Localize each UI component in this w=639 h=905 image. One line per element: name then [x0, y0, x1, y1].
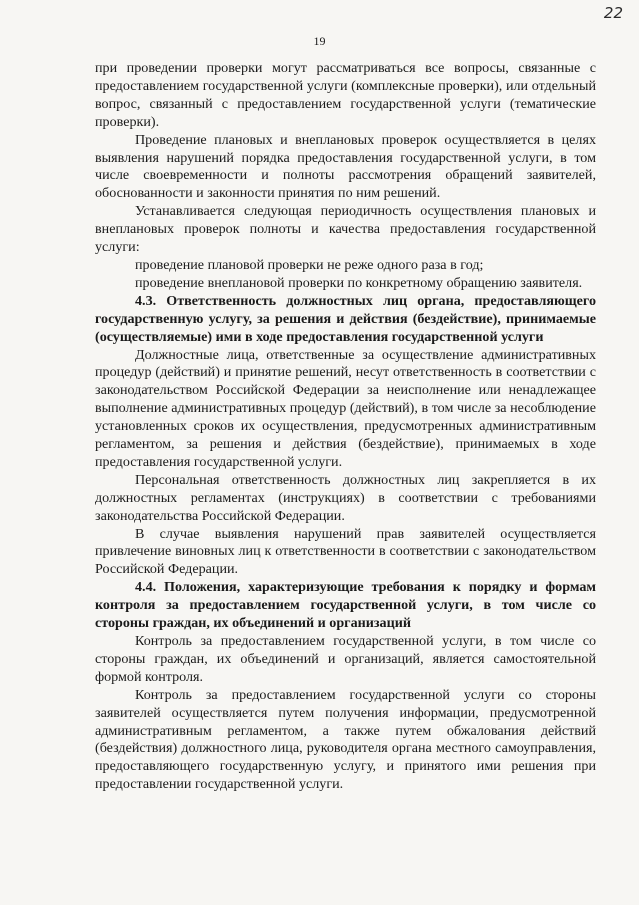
paragraph-inspection-purpose: Проведение плановых и внеплановых проверок осуществляется в целях выявления нарушений порядка предоставления государственной услуги, в том числе своевременности и полноты рассмотрения обращений заявителей, обоснованности и законности принятия по ним решений. [95, 131, 596, 202]
section-heading-4-3: 4.3. Ответственность должностных лиц органа, предоставляющего государственную услугу, за решения и действия (бездействие), принимаемые (осуществляемые) ими в ходе предоставления государственной услуги [95, 292, 596, 345]
document-body [95, 60, 596, 794]
paragraph-citizen-control: Контроль за предоставлением государственной услуги, в том числе со стороны граждан, их объединений и организаций, является самостоятельной формой контроля. [95, 633, 596, 685]
page-number: 19 [313, 34, 326, 48]
paragraph-unplanned-inspection: проведение внеплановой проверки по конкретному обращению заявителя. [135, 274, 583, 291]
paragraph-periodicity: Устанавливается следующая периодичность осуществления плановых и внеплановых проверок полноты и качества предоставления государственной услуги: [95, 203, 596, 256]
section-heading-4-4: 4.4. Положения, характеризующие требования к порядку и формам контроля за предоставлением государственной услуги, в том числе со стороны граждан, их объединений и организаций [95, 579, 596, 632]
handwritten-page-number: 22 [603, 4, 623, 22]
paragraph-inspection-questions: при проведении проверки могут рассматриваться все вопросы, связанные с предоставлением государственной услуги (комплексные проверки), или отдельный вопрос, связанный с предоставлением государственной услуги (тематические проверки). [95, 60, 596, 130]
paragraph-violations: В случае выявления нарушений прав заявителей осуществляется привлечение виновных лиц к ответственности в соответствии с законодательством Российской Федерации. [95, 525, 596, 578]
paragraph-planned-inspection: проведение плановой проверки не реже одного раза в год; [135, 256, 484, 273]
paragraph-personal-responsibility: Персональная ответственность должностных лиц закрепляется в их должностных регламентах (инструкциях) в соответствии с требованиями законодательства Российской Федерации. [95, 471, 596, 524]
paragraph-applicant-control: Контроль за предоставлением государственной услуги со стороны заявителей осуществляется путем получения информации, предусмотренной административным регламентом, а также путем обжалования действий (бездействия) должностного лица, руководителя органа местного самоуправления, предоставляющего государственную услугу, и принятого ими решения при предоставлении государственной услуги. [95, 686, 596, 793]
paragraph-officials-responsibility: Должностные лица, ответственные за осуществление административных процедур (действий) и принятие решений, несут ответственность в соответствии с законодательством Российской Федерации за неисполнение или ненадлежащее выполнение административных процедур (действий), в том числе за несоблюдение установленных сроков их осуществления, предусмотренных административным регламентом, за решения и действия (бездействие), принимаемых в ходе предоставления государственной услуги. [95, 346, 596, 470]
